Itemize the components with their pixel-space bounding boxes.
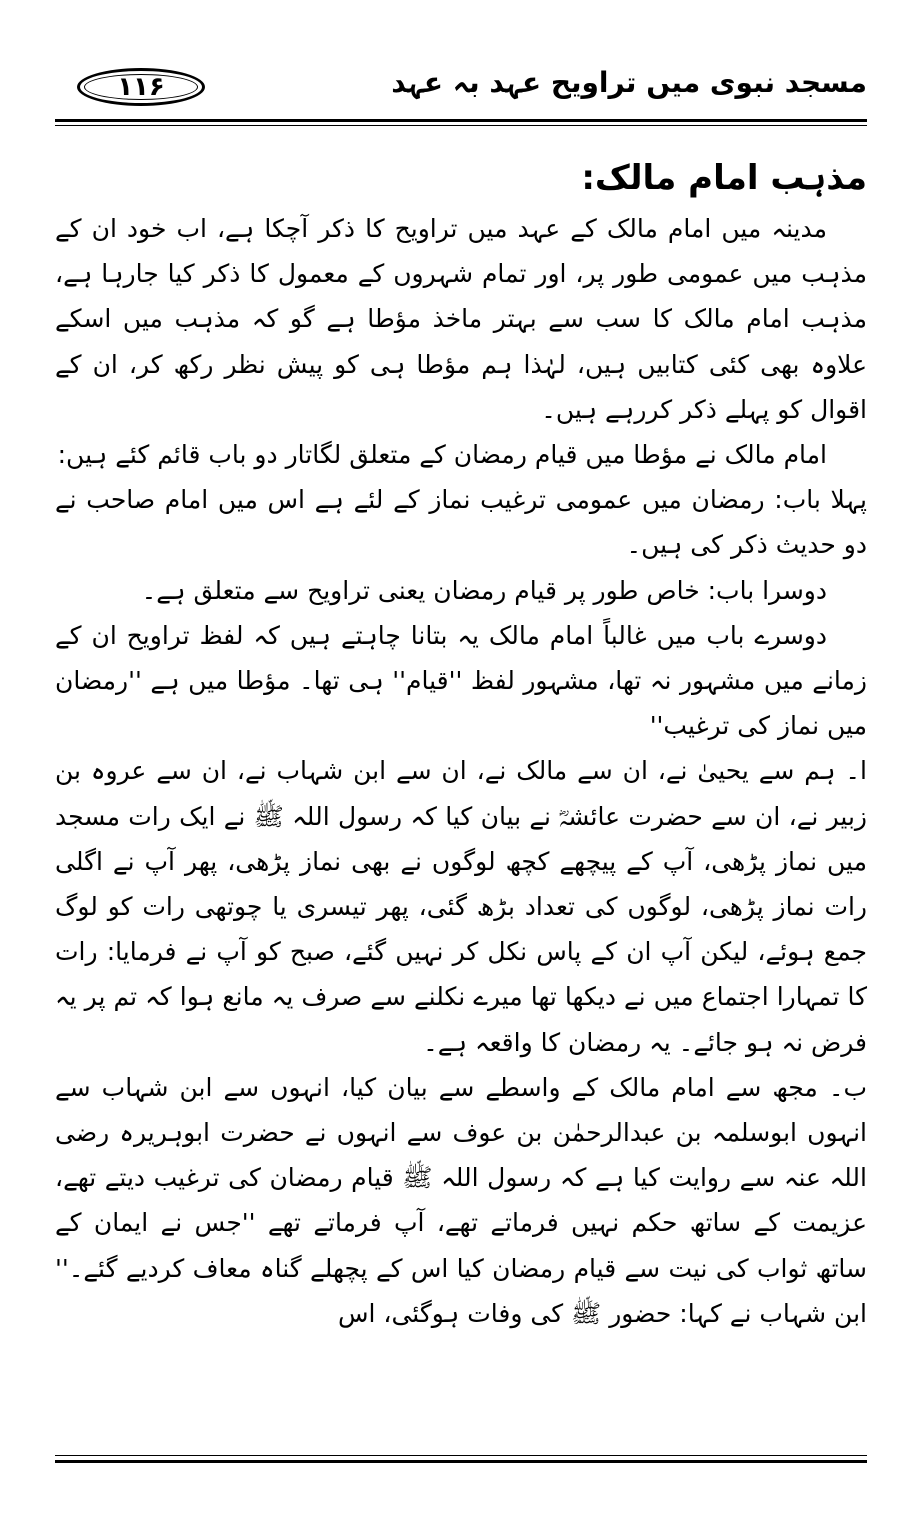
page-header [55, 60, 867, 124]
running-title: مسجد نبوی میں تراویح عہد بہ عہد [391, 66, 867, 99]
footer-rule-thin [55, 1455, 867, 1456]
section-heading: مذہب امام مالک: [581, 158, 867, 198]
paragraph: امام مالک نے مؤطا میں قیام رمضان کے متعلق لگاتار دو باب قائم کئے ہیں: [57, 440, 827, 470]
paragraph: دوسرا باب: خاص طور پر قیام رمضان یعنی تراویح سے متعلق ہے۔ [141, 575, 827, 605]
page-number-badge: ۱۱۶ [77, 68, 205, 106]
paragraph: دوسرے باب میں غالباً امام مالک یہ بتانا چاہتے ہیں کہ لفظ تراویح ان کے زمانے میں مشہور نہ تھا، مشہور لفظ ''قیام'' ہی تھا۔ مؤطا میں ہے ''رمضان میں نماز کی ترغیب'' [55, 620, 867, 741]
footer-rule-thick [55, 1460, 867, 1463]
paragraph: مدینہ میں امام مالک کے عہد میں تراویح کا ذکر آچکا ہے، اب خود ان کے مذہب میں عمومی طور پر، اور تمام شہروں کے معمول کا ذکر کیا جارہا ہے، مذہب امام مالک کا سب سے بہتر ماخذ مؤطا ہے گو کہ مذہب میں اسکے علاوہ بھی کئی کتابیں ہیں، لہٰذا ہم مؤطا ہی کو پیش نظر رکھ کر، ان کے اقوال کو پہلے ذکر کررہے ہیں۔ [55, 214, 867, 424]
paragraph: ا۔ ہم سے یحییٰ نے، ان سے مالک نے، ان سے ابن شہاب نے، ان سے عروہ بن زبیر نے، ان سے حضرت عائشہؓ نے بیان کیا کہ رسول اللہ ﷺ نے ایک رات مسجد میں نماز پڑھی، آپ کے پیچھے کچھ لوگوں نے بھی نماز پڑھی، پھر آپ نے اگلی رات نماز پڑھی، لوگوں کی تعداد بڑھ گئی، پھر تیسری یا چوتھی رات کو لوگ جمع ہوئے، لیکن آپ ان کے پاس نکل کر نہیں گئے، صبح کو آپ نے فرمایا: رات کا تمہارا اجتماع میں نے دیکھا تھا میرے نکلنے سے صرف یہ مانع ہوا کہ تم پر یہ فرض نہ ہو جائے۔ یہ رمضان کا واقعہ ہے۔ [55, 756, 867, 1057]
header-rule-thin [55, 125, 867, 126]
paragraph: پہلا باب: رمضان میں عمومی ترغیب نماز کے لئے ہے اس میں امام صاحب نے دو حدیث ذکر کی ہیں۔ [55, 485, 867, 560]
paragraph: ب۔ مجھ سے امام مالک کے واسطے سے بیان کیا، انہوں سے ابن شہاب سے انہوں ابوسلمہ بن عبدالرحمٰن بن عوف سے انہوں نے حضرت ابوہریرہ رضی اللہ عنہ سے روایت کیا ہے کہ رسول اللہ ﷺ قیام رمضان کی ترغیب دیتے تھے، عزیمت کے ساتھ حکم نہیں فرماتے تھے، آپ فرماتے تھے ''جس نے ایمان کے ساتھ ثواب کی نیت سے قیام رمضان کیا اس کے پچھلے گناہ معاف کردیے گئے۔'' ابن شہاب نے کہا: حضور ﷺ کی وفات ہوگئی، اس [55, 1072, 867, 1328]
page-body [55, 150, 867, 1336]
header-rule-thick [55, 119, 867, 122]
